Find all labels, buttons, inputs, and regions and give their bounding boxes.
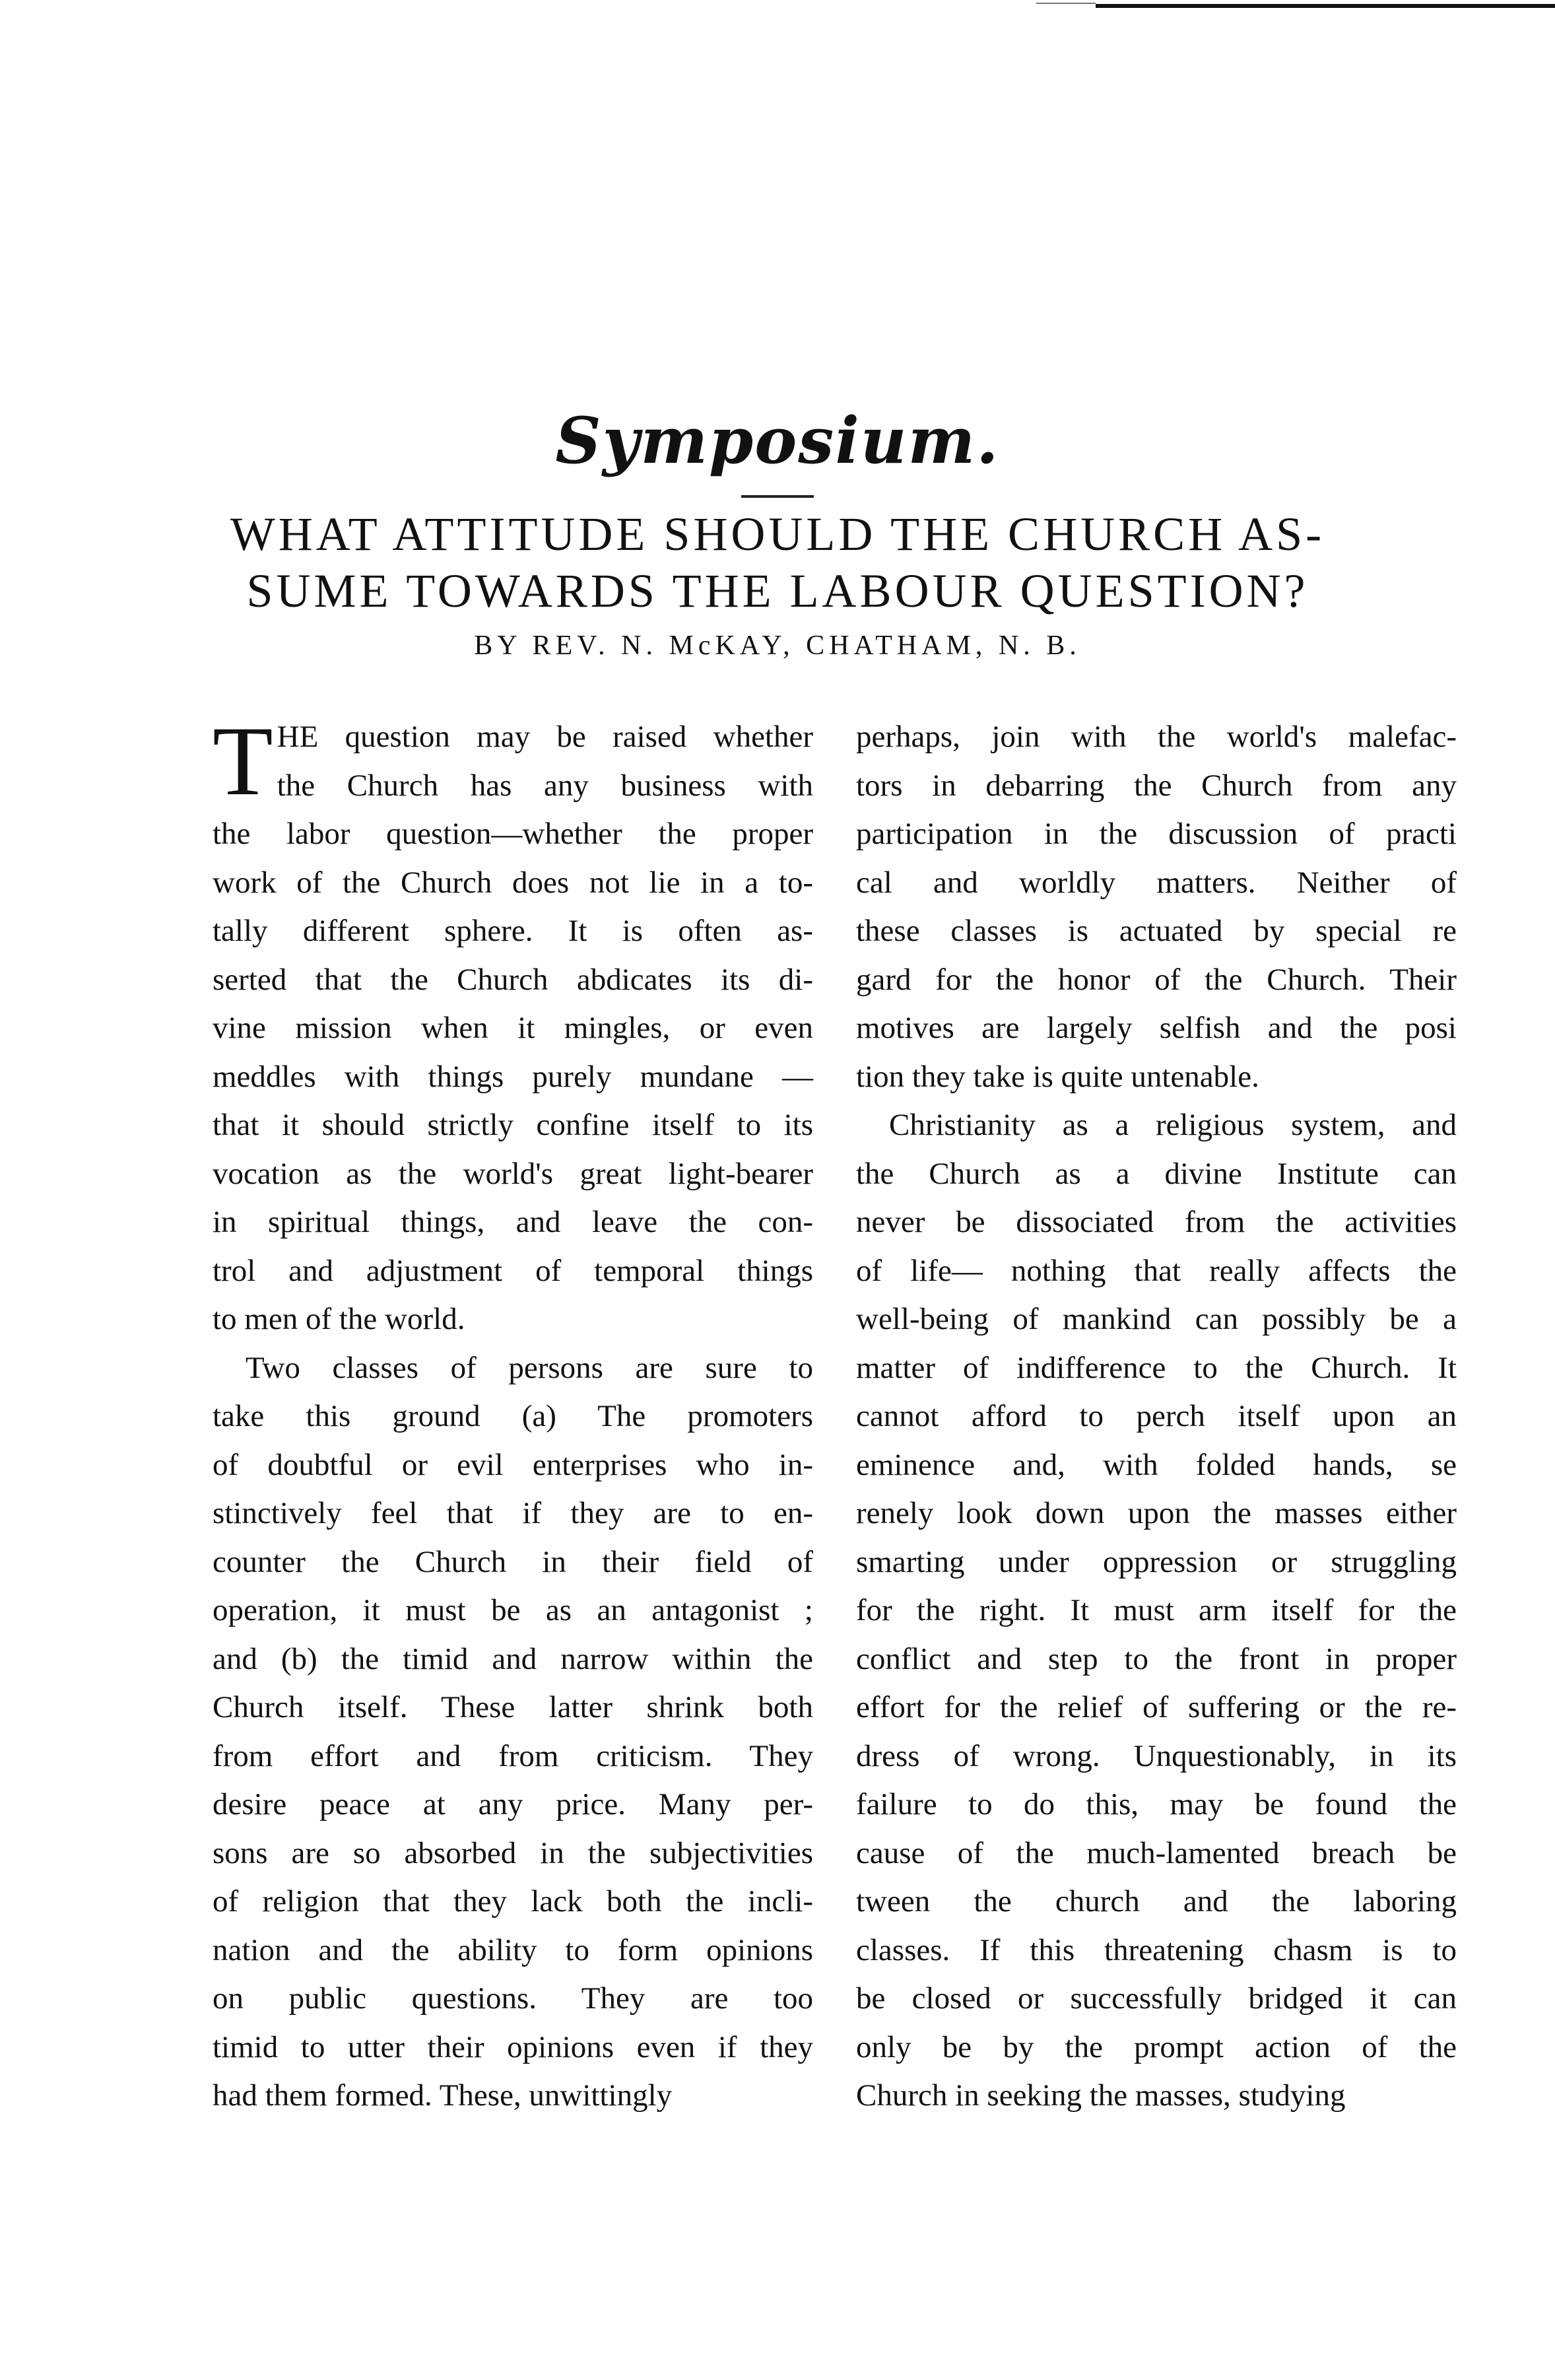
title-divider bbox=[741, 495, 814, 498]
left-column-line: and (b) the timid and narrow within the bbox=[213, 1641, 813, 1676]
left-column-line: stinctively feel that if they are to en- bbox=[213, 1496, 813, 1530]
right-column-line: tion they take is quite untenable. bbox=[856, 1059, 1259, 1094]
right-column-line: conflict and step to the front in proper bbox=[856, 1641, 1457, 1676]
article-title-line-2: SUME TOWARDS THE LABOUR QUESTION? bbox=[246, 564, 1309, 617]
right-column-line: gard for the honor of the Church. Their bbox=[856, 962, 1457, 997]
right-column-line: eminence and, with folded hands, se bbox=[856, 1447, 1457, 1482]
left-column-line: work of the Church does not lie in a to- bbox=[213, 865, 813, 900]
right-column-line: tors in debarring the Church from any bbox=[856, 768, 1457, 803]
top-decorative-rule-thin bbox=[1036, 3, 1096, 4]
left-column-line: operation, it must be as an antagonist ; bbox=[213, 1593, 813, 1627]
left-column-line: from effort and from criticism. They bbox=[213, 1738, 813, 1773]
right-column-line: cause of the much-lamented breach be bbox=[856, 1835, 1457, 1870]
left-column-line: the Church has any business with bbox=[277, 768, 813, 803]
article-title bbox=[117, 506, 1438, 619]
right-column-line: Christianity as a religious system, and bbox=[889, 1108, 1457, 1142]
right-column-line: classes. If this threatening chasm is to bbox=[856, 1932, 1457, 1967]
left-column-line: had them formed. These, unwittingly bbox=[213, 2078, 673, 2113]
left-column-line: Church itself. These latter shrink both bbox=[213, 1690, 813, 1724]
right-column-line: dress of wrong. Unquestionably, in its bbox=[856, 1738, 1457, 1773]
left-column-line: sons are so absorbed in the subjectivities bbox=[213, 1835, 813, 1870]
right-column-line: these classes is actuated by special re bbox=[856, 914, 1457, 948]
drop-cap: T bbox=[213, 706, 273, 816]
right-column-line: well-being of mankind can possibly be a bbox=[856, 1302, 1457, 1336]
right-column-line: cal and worldly matters. Neither of bbox=[856, 865, 1457, 900]
right-column-line: only be by the prompt action of the bbox=[856, 2029, 1457, 2064]
left-column-line: to men of the world. bbox=[213, 1302, 465, 1336]
right-column bbox=[856, 713, 1457, 2121]
right-column-line: matter of indifference to the Church. It bbox=[856, 1350, 1457, 1385]
right-column-line: for the right. It must arm itself for the bbox=[856, 1593, 1457, 1627]
left-column-line: the labor question—whether the proper bbox=[213, 817, 813, 851]
top-decorative-rule bbox=[1096, 4, 1555, 8]
right-column-line: tween the church and the laboring bbox=[856, 1884, 1457, 1919]
left-column-line: tally different sphere. It is often as- bbox=[213, 914, 813, 948]
left-column-line: of doubtful or evil enterprises who in- bbox=[213, 1447, 813, 1482]
left-column-line: timid to utter their opinions even if they bbox=[213, 2029, 813, 2064]
right-column-line: renely look down upon the masses either bbox=[856, 1496, 1457, 1530]
left-column-line: vine mission when it mingles, or even bbox=[213, 1011, 813, 1045]
right-column-line: be closed or successfully bridged it can bbox=[856, 1981, 1457, 2016]
left-column-line: HE question may be raised whether bbox=[277, 720, 813, 754]
left-column-line: in spiritual things, and leave the con- bbox=[213, 1205, 813, 1239]
left-column-line: nation and the ability to form opinions bbox=[213, 1932, 813, 1967]
left-column bbox=[213, 706, 813, 2121]
right-column-line: perhaps, join with the world's malefac- bbox=[856, 720, 1457, 754]
left-column-line: counter the Church in their field of bbox=[213, 1544, 813, 1579]
left-column-line: vocation as the world's great light-bearer bbox=[213, 1156, 813, 1191]
left-column-line: trol and adjustment of temporal things bbox=[213, 1253, 813, 1288]
left-column-line: Two classes of persons are sure to bbox=[246, 1350, 813, 1385]
byline: BY REV. N. McKAY, CHATHAM, N. B. bbox=[474, 630, 1081, 661]
section-title: Symposium. bbox=[555, 403, 1000, 478]
right-column-line: smarting under oppression or struggling bbox=[856, 1544, 1457, 1579]
right-column-line: motives are largely selfish and the posi bbox=[856, 1011, 1457, 1045]
article-title-line-1: WHAT ATTITUDE SHOULD THE CHURCH AS- bbox=[230, 508, 1325, 561]
right-column-line: cannot afford to perch itself upon an bbox=[856, 1399, 1457, 1433]
right-column-line: failure to do this, may be found the bbox=[856, 1787, 1457, 1821]
article-header bbox=[0, 403, 1555, 664]
left-column-line: on public questions. They are too bbox=[213, 1981, 813, 2016]
left-column-line: desire peace at any price. Many per- bbox=[213, 1787, 813, 1821]
right-column-line: participation in the discussion of practi bbox=[856, 817, 1457, 851]
left-column-line: take this ground (a) The promoters bbox=[213, 1399, 813, 1433]
right-column-line: effort for the relief of suffering or the re- bbox=[856, 1690, 1457, 1724]
right-column-line: never be dissociated from the activities bbox=[856, 1205, 1457, 1239]
left-column-line: of religion that they lack both the incli- bbox=[213, 1884, 813, 1919]
left-column-line: meddles with things purely mundane — bbox=[213, 1059, 813, 1094]
right-column-line: of life— nothing that really affects the bbox=[856, 1253, 1457, 1288]
article-body bbox=[213, 706, 1457, 2297]
left-column-line: serted that the Church abdicates its di- bbox=[213, 962, 813, 997]
right-column-line: the Church as a divine Institute can bbox=[856, 1156, 1457, 1191]
left-column-line: that it should strictly confine itself to its bbox=[213, 1108, 813, 1142]
right-column-line: Church in seeking the masses, studying bbox=[856, 2078, 1346, 2113]
